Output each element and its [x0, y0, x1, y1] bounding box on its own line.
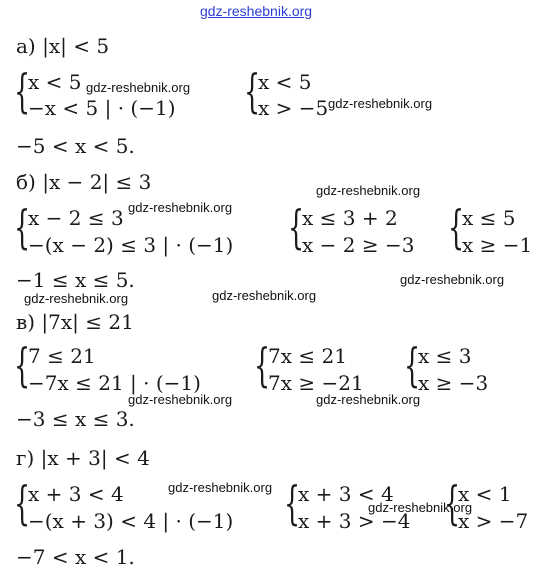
part-b-sys2-line1: x ≤ 3 + 2: [302, 206, 398, 230]
part-g-sys2-line2: x + 3 > −4: [298, 509, 411, 533]
part-v-sys3-line2: x ≥ −3: [418, 371, 489, 395]
part-a-result: −5 < x < 5.: [16, 134, 135, 158]
part-g-title: г) |x + 3| < 4: [16, 446, 150, 470]
part-b-sys1-line1: x − 2 ≤ 3: [28, 206, 124, 230]
watermark: gdz-reshebnik.org: [212, 288, 317, 303]
brace: {: [14, 64, 31, 118]
part-b-sys1-line2: −(x − 2) ≤ 3 | · (−1): [28, 233, 234, 257]
part-v-sys1-line2: −7x ≤ 21 | · (−1): [28, 371, 201, 395]
watermark: gdz-reshebnik.org: [328, 96, 433, 111]
brace: {: [14, 200, 31, 254]
part-a-sys2-line1: x < 5: [258, 70, 312, 94]
part-g-sys3-line1: x < 1: [458, 482, 512, 506]
part-a-sys1-line2: −x < 5 | · (−1): [28, 96, 176, 120]
part-b-sys3-line1: x ≤ 5: [462, 206, 516, 230]
part-v-sys2-line1: 7x ≤ 21: [268, 344, 347, 368]
part-v-result: −3 ≤ x ≤ 3.: [16, 407, 135, 431]
brace: {: [404, 338, 421, 392]
brace: {: [14, 476, 31, 530]
part-a-title: а) |x| < 5: [16, 34, 110, 58]
watermark: gdz-reshebnik.org: [400, 272, 505, 287]
part-v-sys1-line1: 7 ≤ 21: [28, 344, 96, 368]
brace: {: [288, 200, 305, 254]
watermark: gdz-reshebnik.org: [316, 183, 421, 198]
part-g-sys1-line1: x + 3 < 4: [28, 482, 124, 506]
part-g-sys1-line2: −(x + 3) < 4 | · (−1): [28, 509, 234, 533]
part-v-sys2-line2: 7x ≥ −21: [268, 371, 364, 395]
watermark: gdz-reshebnik.org: [128, 392, 233, 407]
watermark: gdz-reshebnik.org: [368, 500, 473, 515]
watermark-link[interactable]: gdz-reshebnik.org: [200, 3, 313, 19]
watermark: gdz-reshebnik.org: [86, 80, 191, 95]
part-g-result: −7 < x < 1.: [16, 545, 135, 569]
part-a-sys2-line2: x > −5: [258, 96, 329, 120]
part-v-title: в) |7x| ≤ 21: [16, 310, 134, 334]
watermark: gdz-reshebnik.org: [316, 392, 421, 407]
watermark: gdz-reshebnik.org: [24, 291, 129, 306]
watermark: gdz-reshebnik.org: [128, 200, 233, 215]
part-v-sys3-line1: x ≤ 3: [418, 344, 472, 368]
watermark: gdz-reshebnik.org: [168, 480, 273, 495]
part-b-title: б) |x − 2| ≤ 3: [16, 170, 152, 194]
part-b-result: −1 ≤ x ≤ 5.: [16, 268, 135, 292]
brace: {: [284, 476, 301, 530]
brace: {: [14, 338, 31, 392]
brace: {: [244, 64, 261, 118]
part-b-sys2-line2: x − 2 ≥ −3: [302, 233, 415, 257]
part-b-sys3-line2: x ≥ −1: [462, 233, 533, 257]
part-a-sys1-line1: x < 5: [28, 70, 82, 94]
part-g-sys2-line1: x + 3 < 4: [298, 482, 394, 506]
brace: {: [444, 476, 461, 530]
part-g-sys3-line2: x > −7: [458, 509, 529, 533]
brace: {: [448, 200, 465, 254]
brace: {: [254, 338, 271, 392]
